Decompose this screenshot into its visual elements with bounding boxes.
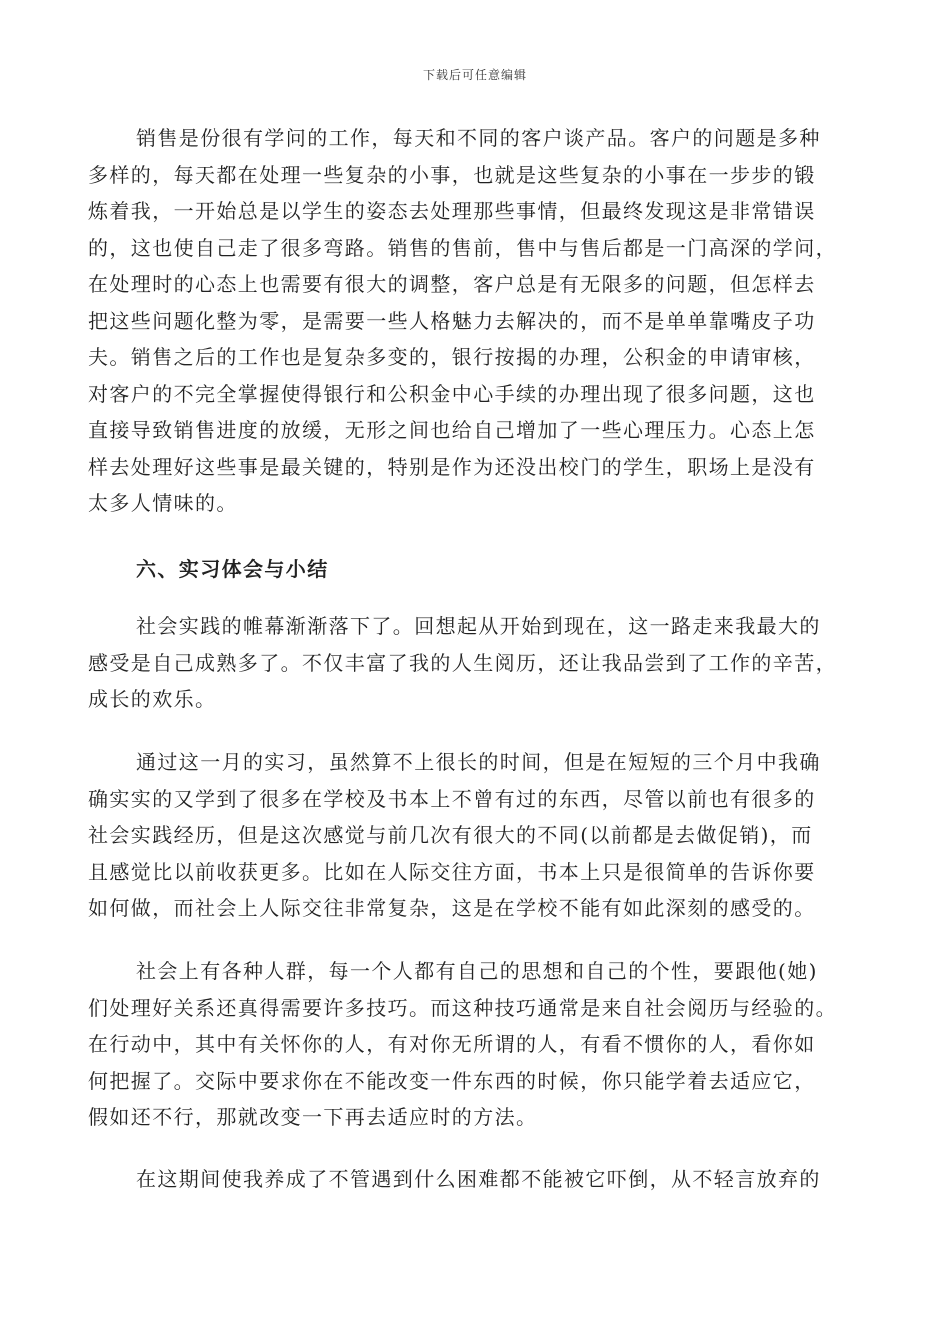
paragraph-line: 炼着我，一开始总是以学生的姿态去处理那些事情，但最终发现这是非常错误 [88,199,816,223]
paragraph-line: 社会实践的帷幕渐渐落下了。回想起从开始到现在，这一路走来我最大的 [136,614,821,638]
paragraph-5 [88,1161,858,1198]
paragraph-3 [88,744,858,927]
paragraph-line: 社会实践经历，但是这次感觉与前几次有很大的不同(以前都是去做促销)，而 [88,823,813,847]
page-header: 下载后可任意编辑 [422,68,527,82]
paragraph-line: 直接导致销售进度的放缓，无形之间也给自己增加了一些心理压力。心态上怎 [88,418,816,442]
paragraph-line: 对客户的不完全掌握使得银行和公积金中心手续的办理出现了很多问题，这也 [88,381,816,406]
paragraph-line: 把这些问题化整为零，是需要一些人格魅力去解决的，而不是单单靠嘴皮子功 [88,308,816,333]
paragraph-4 [88,953,858,1136]
paragraph-line: 且感觉比以前收获更多。比如在人际交往方面，书本上只是很简单的告诉你要 [88,859,816,884]
paragraph-1 [88,120,858,522]
paragraph-line: 确实实的又学到了很多在学校及书本上不曾有过的东西，尽管以前也有很多的 [88,786,816,811]
paragraph-line: 样去处理好这些事是最关键的，特别是作为还没出校门的学生，职场上是没有 [88,454,816,479]
paragraph-2 [88,608,858,718]
paragraph-line: 何把握了。交际中要求你在不能改变一件东西的时候，你只能学着去适应它， [88,1068,816,1093]
paragraph-line: 成长的欢乐。 [88,687,217,711]
paragraph-line: 多样的，每天都在处理一些复杂的小事，也就是这些复杂的小事在一步步的锻 [88,162,816,187]
section-heading: 六、实习体会与小结 [136,557,329,581]
paragraph-line: 在这期间使我养成了不管遇到什么困难都不能被它吓倒，从不轻言放弃的 [136,1167,821,1191]
paragraph-line: 太多人情味的。 [88,491,238,515]
paragraph-line: 在行动中，其中有关怀你的人，有对你无所谓的人，有看不惯你的人，看你如 [88,1032,816,1056]
paragraph-line: 的，这也使自己走了很多弯路。销售的售前，售中与售后都是一门高深的学问， [88,235,837,260]
paragraph-line: 在处理时的心态上也需要有很大的调整，客户总是有无限多的问题，但怎样去 [88,272,816,296]
paragraph-line: 社会上有各种人群，每一个人都有自己的思想和自己的个性，要跟他(她) [136,959,818,983]
paragraph-line: 通过这一月的实习，虽然算不上很长的时间，但是在短短的三个月中我确 [136,750,821,774]
paragraph-line: 假如还不行，那就改变一下再去适应时的方法。 [88,1105,538,1129]
paragraph-line: 如何做，而社会上人际交往非常复杂，这是在学校不能有如此深刻的感受的。 [88,896,816,920]
paragraph-line: 感受是自己成熟多了。不仅丰富了我的人生阅历，还让我品尝到了工作的辛苦， [88,650,837,675]
paragraph-line: 们处理好关系还真得需要许多技巧。而这种技巧通常是来自社会阅历与经验的。 [88,995,837,1020]
paragraph-line: 销售是份很有学问的工作，每天和不同的客户谈产品。客户的问题是多种 [136,126,821,150]
paragraph-line: 夫。销售之后的工作也是复杂多变的，银行按揭的办理，公积金的申请审核， [88,345,816,369]
